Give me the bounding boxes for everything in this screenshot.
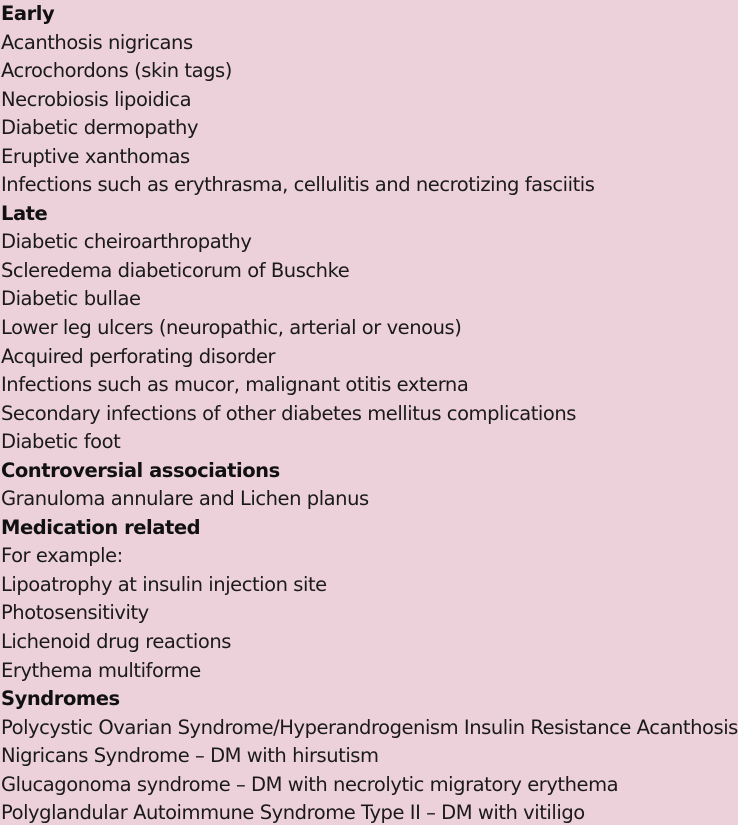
list-item: Glucagonoma syndrome – DM with necrolytic migratory erythema xyxy=(1,772,619,796)
list-item: Diabetic foot xyxy=(1,430,121,454)
section-heading-late: Late xyxy=(1,201,48,225)
section-syndromes xyxy=(0,685,738,825)
section-heading-controversial: Controversial associations xyxy=(1,458,280,482)
list-item: Polycystic Ovarian Syndrome/Hyperandrogenism Insulin Resistance Acanthosis xyxy=(1,715,738,739)
list-item: Secondary infections of other diabetes mellitus complications xyxy=(1,401,577,425)
section-medication xyxy=(0,514,738,685)
list-item: Lichenoid drug reactions xyxy=(1,630,231,654)
list-item: Eruptive xanthomas xyxy=(1,144,190,168)
section-heading-early: Early xyxy=(1,2,55,25)
list-item: Erythema multiforme xyxy=(1,658,201,682)
section-heading-syndromes: Syndromes xyxy=(1,687,120,711)
list-item: Lipoatrophy at insulin injection site xyxy=(1,572,327,596)
list-item: For example: xyxy=(1,544,123,568)
list-item: Polyglandular Autoimmune Syndrome Type II – DM with vitiligo xyxy=(1,801,585,825)
list-item: Necrobiosis lipoidica xyxy=(1,87,192,111)
section-controversial xyxy=(0,457,738,514)
section-heading-medication: Medication related xyxy=(1,515,201,539)
list-item: Infections such as erythrasma, cellulitis and necrotizing fasciitis xyxy=(1,173,595,197)
list-item: Nigricans Syndrome – DM with hirsutism xyxy=(1,744,379,768)
list-item: Diabetic cheiroarthropathy xyxy=(1,230,252,254)
list-item: Diabetic dermopathy xyxy=(1,116,199,140)
list-item: Photosensitivity xyxy=(1,601,149,625)
list-item: Granuloma annulare and Lichen planus xyxy=(1,487,369,511)
section-late xyxy=(0,200,738,457)
list-item: Infections such as mucor, malignant otitis externa xyxy=(1,373,469,397)
section-early xyxy=(0,0,738,200)
list-item: Scleredema diabeticorum of Buschke xyxy=(1,258,350,282)
list-item: Acanthosis nigricans xyxy=(1,30,193,54)
list-item: Acquired perforating disorder xyxy=(1,344,276,368)
list-item: Acrochordons (skin tags) xyxy=(1,59,232,83)
list-item: Lower leg ulcers (neuropathic, arterial or venous) xyxy=(1,316,462,340)
list-item: Diabetic bullae xyxy=(1,287,141,311)
